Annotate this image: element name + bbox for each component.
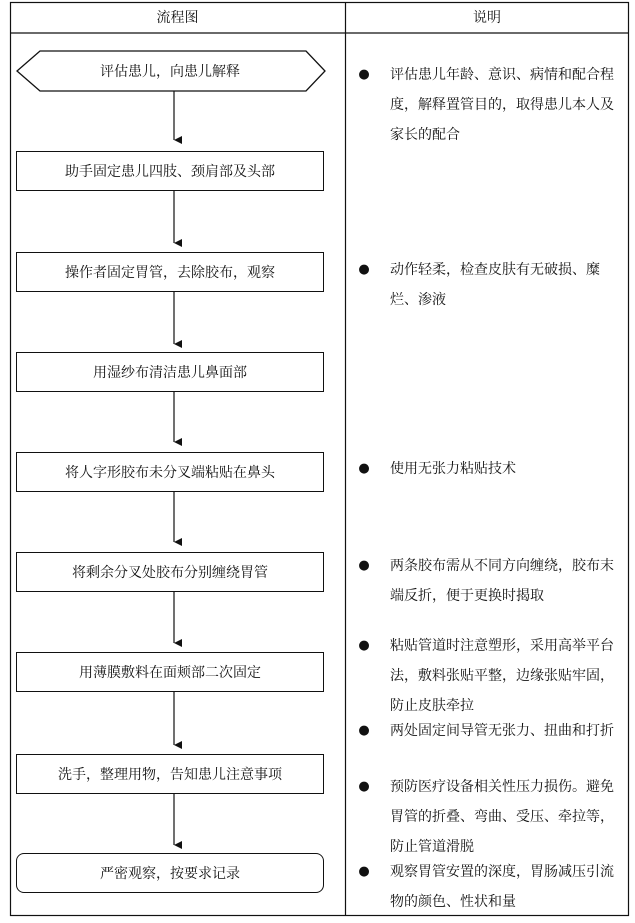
step-label: 将人字形胶布未分叉端粘贴在鼻头 bbox=[65, 465, 275, 481]
step-wrap-tape-tube bbox=[16, 552, 324, 592]
note-text: 粘贴管道时注意塑形，采用高举平台法，敷料张贴平整，边缘张贴牢固，防止皮肤牵拉 bbox=[390, 638, 614, 714]
step-label: 洗手，整理用物，告知患儿注意事项 bbox=[58, 767, 282, 783]
step-label: 将剩余分叉处胶布分别缠绕胃管 bbox=[72, 565, 268, 581]
step-label: 严密观察，按要求记录 bbox=[100, 866, 240, 882]
bullet-icon: ● bbox=[358, 461, 370, 476]
note-shaping bbox=[352, 631, 622, 721]
step-label: 助手固定患儿四肢、颈肩部及头部 bbox=[65, 164, 275, 180]
note-assess bbox=[352, 60, 622, 150]
step-assistant-fix-limbs bbox=[16, 151, 324, 191]
note-text: 两处固定间导管无张力、扭曲和打折 bbox=[390, 723, 614, 739]
note-wrap-direction bbox=[352, 551, 622, 611]
note-tension-free bbox=[352, 454, 622, 484]
column-header-flowchart: 流程图 bbox=[156, 10, 199, 26]
bullet-icon: ● bbox=[358, 723, 370, 738]
note-no-kink bbox=[352, 716, 622, 746]
column-header-description: 说明 bbox=[473, 10, 501, 26]
note-text: 预防医疗设备相关性压力损伤。避免胃管的折叠、弯曲、受压、牵拉等，防止管道滑脱 bbox=[390, 779, 614, 855]
step-label: 用薄膜敷料在面颊部二次固定 bbox=[79, 665, 261, 681]
note-text: 两条胶布需从不同方向缠绕，胶布末端反折，便于更换时揭取 bbox=[390, 558, 614, 604]
note-text: 使用无张力粘贴技术 bbox=[390, 461, 516, 477]
bullet-icon: ● bbox=[358, 558, 370, 573]
step-wash-hands-inform bbox=[16, 754, 324, 794]
note-observe bbox=[352, 857, 622, 917]
note-gentle bbox=[352, 255, 622, 315]
note-text: 观察胃管安置的深度，胃肠减压引流物的颜色、性状和量 bbox=[390, 864, 614, 910]
bullet-icon: ● bbox=[358, 262, 370, 277]
bullet-icon: ● bbox=[358, 864, 370, 879]
note-text: 评估患儿年龄、意识、病情和配合程度，解释置管目的，取得患儿本人及家长的配合 bbox=[390, 67, 614, 143]
bullet-icon: ● bbox=[358, 638, 370, 653]
step-label: 用湿纱布清洁患儿鼻面部 bbox=[93, 365, 247, 381]
step-attach-tape-nose bbox=[16, 452, 324, 492]
bullet-icon: ● bbox=[358, 779, 370, 794]
step-label: 操作者固定胃管，去除胶布，观察 bbox=[65, 265, 275, 281]
note-text: 动作轻柔，检查皮肤有无破损、糜烂、渗液 bbox=[390, 262, 600, 308]
step-secondary-fixation bbox=[16, 652, 324, 692]
step-clean-face bbox=[16, 352, 324, 392]
note-pressure-injury bbox=[352, 772, 622, 862]
step-label: 评估患儿，向患儿解释 bbox=[100, 64, 240, 80]
bullet-icon: ● bbox=[358, 67, 370, 82]
step-assess-explain bbox=[16, 51, 324, 91]
step-operator-fix-tube bbox=[16, 252, 324, 292]
end-observe-record bbox=[16, 853, 324, 893]
